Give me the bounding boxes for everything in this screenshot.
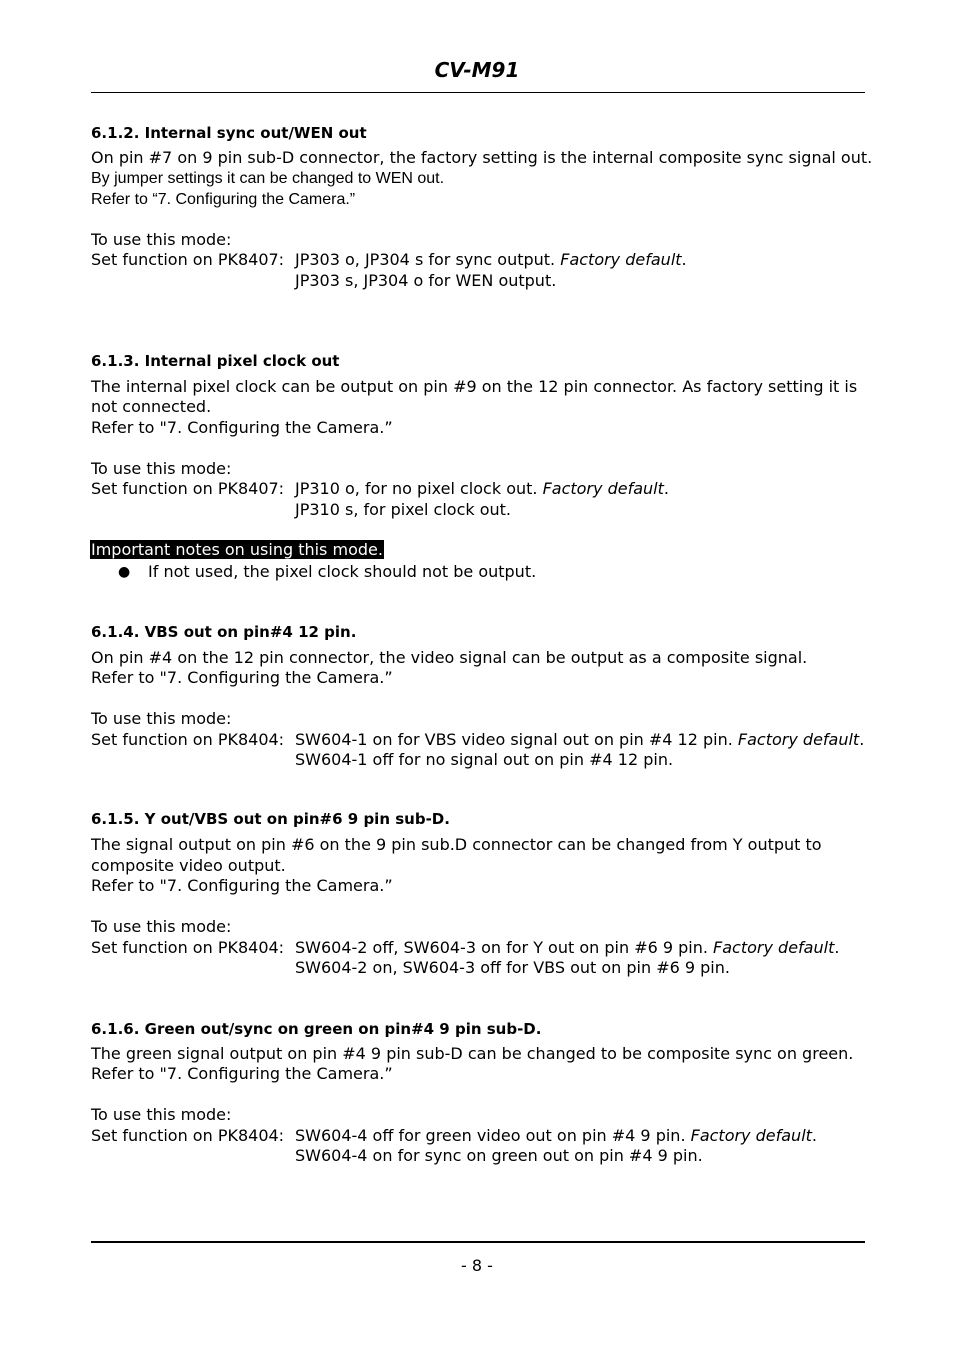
setting-alternate: JP303 s, JP304 o for WEN output. — [295, 271, 557, 290]
footer-rule — [91, 1241, 865, 1243]
factory-default-label: Factory default — [713, 938, 835, 957]
setting-end: . — [811, 1126, 817, 1145]
setting-end: . — [663, 479, 669, 498]
set-function-label: Set function on PK8407: — [91, 479, 285, 498]
setting-end: . — [859, 730, 865, 749]
setting-default — [295, 479, 669, 499]
setting-end: . — [834, 938, 840, 957]
bullet-icon: ● — [118, 564, 131, 580]
body-text: By jumper settings it can be changed to WEN out. — [91, 170, 445, 187]
setting-alternate: SW604-1 off for no signal out on pin #4 12 pin. — [295, 750, 674, 769]
mode-label: To use this mode: — [91, 230, 232, 249]
set-function-label: Set function on PK8404: — [91, 938, 285, 957]
section-heading: 6.1.2. Internal sync out/WEN out — [91, 124, 367, 142]
setting-text: SW604-2 off, SW604-3 on for Y out on pin #6 9 pin. — [295, 938, 714, 957]
set-function-label: Set function on PK8404: — [91, 1126, 285, 1145]
body-text: The signal output on pin #6 on the 9 pin sub.D connector can be changed from Y output to — [91, 835, 822, 854]
setting-text: JP310 o, for no pixel clock out. — [295, 479, 543, 498]
body-text: Refer to "7. Configuring the Camera.” — [91, 418, 393, 437]
body-text: composite video output. — [91, 856, 286, 875]
setting-default — [295, 250, 687, 270]
body-text: not connected. — [91, 397, 212, 416]
body-text: The green signal output on pin #4 9 pin sub-D can be changed to be composite sync on green. — [91, 1044, 854, 1063]
body-text: Refer to "7. Configuring the Camera.” — [91, 1064, 393, 1083]
setting-text: SW604-1 on for VBS video signal out on pin #4 12 pin. — [295, 730, 738, 749]
setting-text: SW604-4 off for green video out on pin #4 9 pin. — [295, 1126, 691, 1145]
factory-default-label: Factory default — [690, 1126, 812, 1145]
factory-default-label: Factory default — [542, 479, 664, 498]
body-text: On pin #4 on the 12 pin connector, the video signal can be output as a composite signal. — [91, 648, 808, 667]
mode-label: To use this mode: — [91, 459, 232, 478]
page-title: CV-M91 — [434, 58, 520, 82]
body-text: Refer to "7. Configuring the Camera.” — [91, 876, 393, 895]
set-function-label: Set function on PK8407: — [91, 250, 285, 269]
setting-default — [295, 730, 864, 750]
mode-label: To use this mode: — [91, 917, 232, 936]
setting-alternate: SW604-2 on, SW604-3 off for VBS out on pin #6 9 pin. — [295, 958, 730, 977]
mode-label: To use this mode: — [91, 1105, 232, 1124]
setting-alternate: JP310 s, for pixel clock out. — [295, 500, 512, 519]
setting-default — [295, 938, 839, 958]
bullet-text: If not used, the pixel clock should not be output. — [148, 562, 537, 581]
section-heading: 6.1.6. Green out/sync on green on pin#4 9 pin sub-D. — [91, 1020, 542, 1038]
body-text: The internal pixel clock can be output on pin #9 on the 12 pin connector. As factory setting it is — [91, 377, 858, 396]
setting-end: . — [681, 250, 687, 269]
body-text: Refer to “7. Configuring the Camera.” — [91, 191, 356, 208]
body-text: Refer to "7. Configuring the Camera.” — [91, 668, 393, 687]
setting-default — [295, 1126, 817, 1146]
setting-alternate: SW604-4 on for sync on green out on pin #4 9 pin. — [295, 1146, 703, 1165]
setting-text: JP303 o, JP304 s for sync output. — [295, 250, 561, 269]
factory-default-label: Factory default — [560, 250, 682, 269]
section-heading: 6.1.3. Internal pixel clock out — [91, 352, 340, 370]
set-function-label: Set function on PK8404: — [91, 730, 285, 749]
mode-label: To use this mode: — [91, 709, 232, 728]
header-rule — [91, 92, 865, 93]
factory-default-label: Factory default — [737, 730, 860, 749]
page-number: - 8 - — [461, 1256, 493, 1275]
important-note — [90, 540, 384, 560]
section-heading: 6.1.5. Y out/VBS out on pin#6 9 pin sub-D. — [91, 810, 450, 828]
section-heading: 6.1.4. VBS out on pin#4 12 pin. — [91, 623, 357, 641]
important-note-label: Important notes on using this mode. — [91, 540, 383, 559]
body-text: On pin #7 on 9 pin sub-D connector, the factory setting is the internal composite sync signal out. — [91, 148, 873, 167]
